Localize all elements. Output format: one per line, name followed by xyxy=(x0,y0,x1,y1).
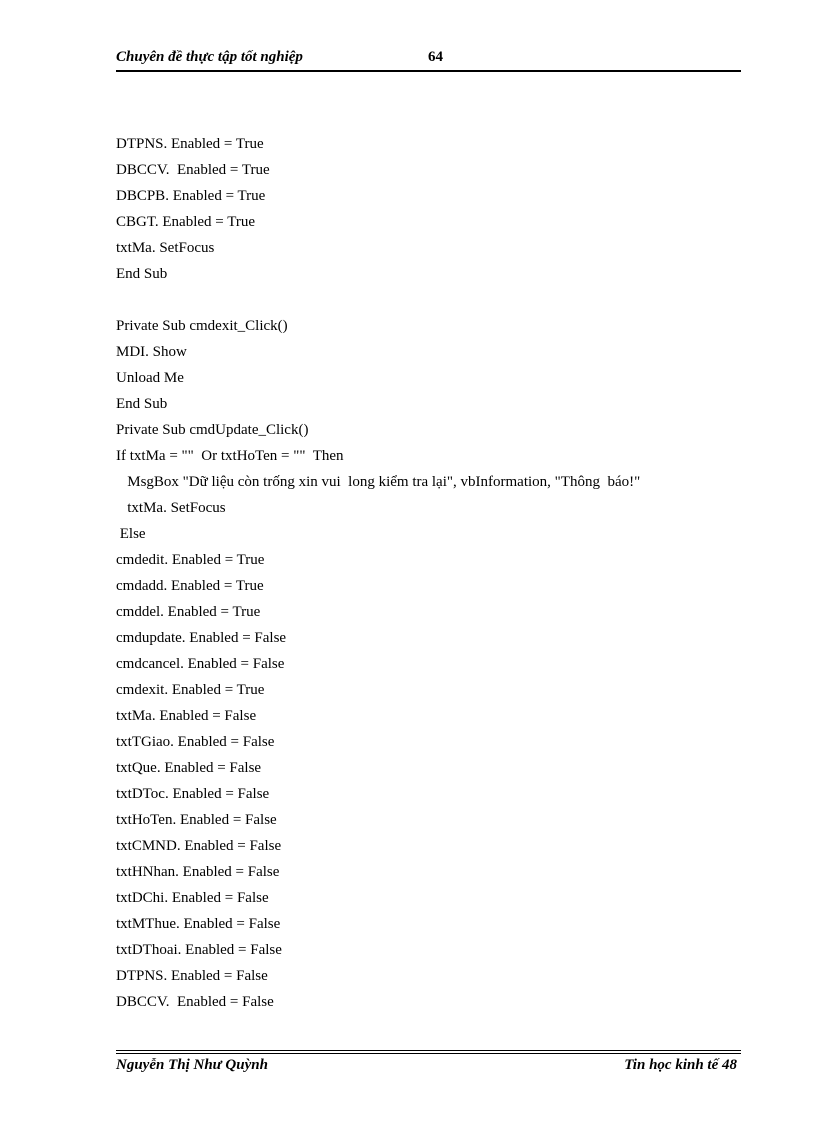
footer-course: Tin học kinh tế 48 xyxy=(624,1057,737,1073)
code-line: cmdcancel. Enabled = False xyxy=(116,656,285,672)
code-line: txtCMND. Enabled = False xyxy=(116,838,282,854)
code-line: txtMThue. Enabled = False xyxy=(116,916,281,932)
code-line: txtMa. Enabled = False xyxy=(116,708,257,724)
page-number: 64 xyxy=(428,49,443,65)
code-listing xyxy=(116,131,756,1015)
code-line: DBCPB. Enabled = True xyxy=(116,188,266,204)
code-line: End Sub xyxy=(116,266,168,282)
code-line: End Sub xyxy=(116,396,168,412)
code-line: txtDChi. Enabled = False xyxy=(116,890,269,906)
code-line: txtMa. SetFocus xyxy=(116,240,215,256)
code-line: cmdupdate. Enabled = False xyxy=(116,630,287,646)
code-line: txtDToc. Enabled = False xyxy=(116,786,270,802)
code-line: Private Sub cmdUpdate_Click() xyxy=(116,422,309,438)
code-line: Else xyxy=(116,526,146,542)
code-line: Unload Me xyxy=(116,370,184,386)
page-header xyxy=(116,48,741,72)
code-line: CBGT. Enabled = True xyxy=(116,214,256,230)
code-line: cmdadd. Enabled = True xyxy=(116,578,264,594)
code-line: MsgBox "Dữ liệu còn trống xin vui long kiểm tra lại", vbInformation, "Thông báo!" xyxy=(116,474,641,490)
code-line: cmdedit. Enabled = True xyxy=(116,552,265,568)
code-line: txtDThoai. Enabled = False xyxy=(116,942,282,958)
code-line: txtTGiao. Enabled = False xyxy=(116,734,275,750)
code-line: txtQue. Enabled = False xyxy=(116,760,262,776)
code-line: cmdexit. Enabled = True xyxy=(116,682,265,698)
footer-divider xyxy=(116,1053,741,1054)
code-line: DBCCV. Enabled = False xyxy=(116,994,274,1010)
code-line: MDI. Show xyxy=(116,344,187,360)
code-line: If txtMa = "" Or txtHoTen = "" Then xyxy=(116,448,344,464)
document-title: Chuyên đề thực tập tốt nghiệp xyxy=(116,49,303,65)
code-line: txtHoTen. Enabled = False xyxy=(116,812,277,828)
code-line xyxy=(116,287,756,313)
code-line: DTPNS. Enabled = False xyxy=(116,968,268,984)
code-line: DTPNS. Enabled = True xyxy=(116,136,264,152)
footer-divider xyxy=(116,1050,741,1051)
code-line: cmddel. Enabled = True xyxy=(116,604,261,620)
code-line: DBCCV. Enabled = True xyxy=(116,162,270,178)
footer-author: Nguyễn Thị Như Quỳnh xyxy=(116,1057,268,1073)
code-line: txtHNhan. Enabled = False xyxy=(116,864,280,880)
code-line: Private Sub cmdexit_Click() xyxy=(116,318,288,334)
page-footer xyxy=(116,1050,741,1080)
code-line: txtMa. SetFocus xyxy=(116,500,226,516)
